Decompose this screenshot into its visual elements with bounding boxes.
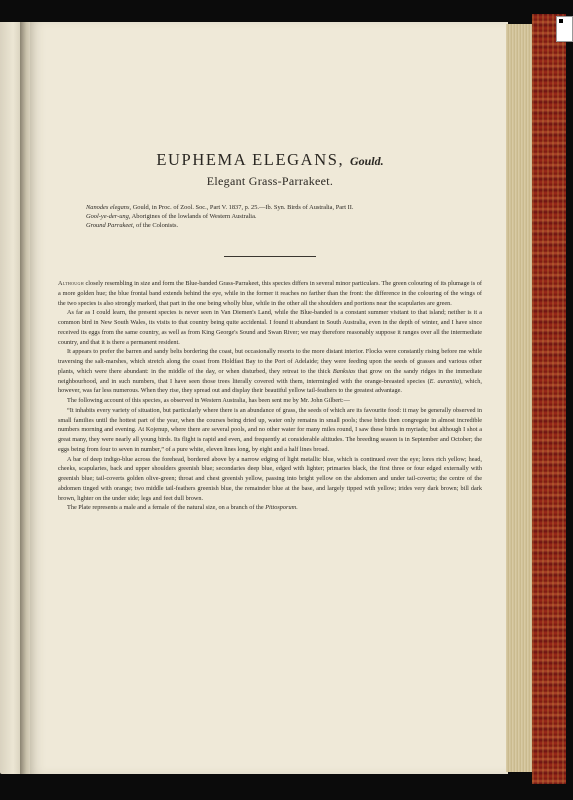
common-name: Elegant Grass-Parrakeet. xyxy=(206,174,334,188)
paragraph-text: that grow on the sandy ridges in the immediate neighbourhood, and in such numbers, that I have seen those trees literally covered with them, intermingled with the orange-breasted species ( xyxy=(58,367,482,385)
paragraph: A bar of deep indigo-blue across the forehead, bordered above by a narrow edging of light metallic blue, which is continued over the eye; lores rich yellow; head, cheeks, scapularies, back and upper shoulders greenish blue; secondaries deep blue, edged with lighter; primaries black, the first three or four edged externally with greenish blue; tail-coverts golden olive-green; throat and chest greenish yellow, passing into bright yellow on the abdomen and under tail-coverts; the centre of the abdomen tinged with orange; two middle tail-feathers greenish blue, the remainder blue at the base, and largely tipped with yellow; irides very dark brown; bill dark brown, lighter on the under side; legs and feet dull brown. xyxy=(58,455,482,502)
synonym-line xyxy=(86,203,482,212)
synonym-text: of the Colonists. xyxy=(134,222,179,229)
paragraph: The following account of this species, as observed in Western Australia, has been sent me by Mr. John Gilbert:— xyxy=(67,397,350,404)
marbled-cover xyxy=(532,14,566,784)
page-content xyxy=(58,150,482,513)
synonym-italic: Ground Parrakeet, xyxy=(86,222,135,229)
color-calibration-patch xyxy=(556,16,573,42)
italic-term: Pittosporum xyxy=(265,504,297,512)
paragraph-text: ), which, however, was far less numerous. When they rise, they spread out and display their beautiful yellow tail-feathers to the greatest advantage. xyxy=(58,377,482,395)
paragraph: As far as I could learn, the present species is never seen in Van Diemen's Land, while the Blue-banded is a constant summer visitant to that island; neither is it a common bird in New South Wales, its visits to that country being quite accidental. I found it abundant in South Australia, even in the depth of winter, and I have since received its eggs from the same country, as well as from King George's Sound and Swan River; we may therefore reasonably suppose it ranges over all the intermediate country, and that it is there a permanent resident. xyxy=(58,309,482,346)
paragraph: “It inhabits every variety of situation, but particularly where there is an abundance of grass, the seeds of which are its favourite food: it may be generally observed in small families until the hottest part of the year, when the courses being dried up, water only remains in small pools; these birds then congregate in almost incredible numbers morning and evening. At Kojenup, where there are several pools, and no other water for many miles round, I saw these birds in myriads; but although I shot a great many, they were nearly all young birds. Its flight is rapid and even, and frequently at considerable altitudes. The breeding season is in September and October; the eggs being from four to seven in number,” of a pure white, eleven lines long, by eight and a half lines broad. xyxy=(58,406,482,453)
synonym-italic: Nanodes elegans, xyxy=(86,204,132,211)
italic-term: Banksias xyxy=(332,367,356,375)
paragraph xyxy=(58,279,482,308)
paragraph xyxy=(58,347,482,396)
paragraph-text: It appears to prefer the barren and sandy belts bordering the coast, but occasionally resorts to the more distant interior. Flocks were constantly rising before me while traversing the salt-marshes, which stretch along the coast from Holdfast Bay to the Port of Adelaide; they were feeding upon the seeds of grasses and various other plants, which were there abundant: in the middle of the day, or when disturbed, they retreat to the thick xyxy=(58,348,482,375)
page-title xyxy=(58,150,482,170)
body-text xyxy=(58,279,482,513)
left-page-edge xyxy=(0,22,22,774)
synonymy-block xyxy=(58,203,482,230)
paragraph xyxy=(58,503,482,513)
synonym-italic: Gool-ye-der-ung, xyxy=(86,213,131,220)
synonym-line xyxy=(86,221,482,230)
species-author: Gould. xyxy=(349,154,384,168)
synonym-line xyxy=(86,212,482,221)
section-divider xyxy=(224,256,316,257)
synonym-text: Gould, in Proc. of Zool. Soc., Part V. 1837, p. 25.—Ib. Syn. Birds of Australia, Part II. xyxy=(131,204,354,211)
page-edges xyxy=(506,24,534,772)
italic-term: E. aurantia xyxy=(429,377,460,385)
paragraph-text: The Plate represents a male and a female of the natural size, on a branch of the xyxy=(67,504,266,512)
paragraph-text: . xyxy=(296,504,298,512)
paragraph-text: closely resembling in size and form the Blue-banded Grass-Parrakeet, this species differs in several minor particulars. The green colouring of its plumage is of a more golden hue; the blue frontal band extends behind the eye, while in the former it reaches no farther than the front: the difference in the colouring of the wings of the two species is also strongly marked, that part in the one being wholly blue, while in the other all the shoulders and portions near the scapularies are green. xyxy=(58,280,482,307)
lead-word: Although xyxy=(58,280,84,287)
species-name: EUPHEMA ELEGANS, xyxy=(156,150,345,169)
synonym-text: Aborigines of the lowlands of Western Australia. xyxy=(130,213,257,220)
